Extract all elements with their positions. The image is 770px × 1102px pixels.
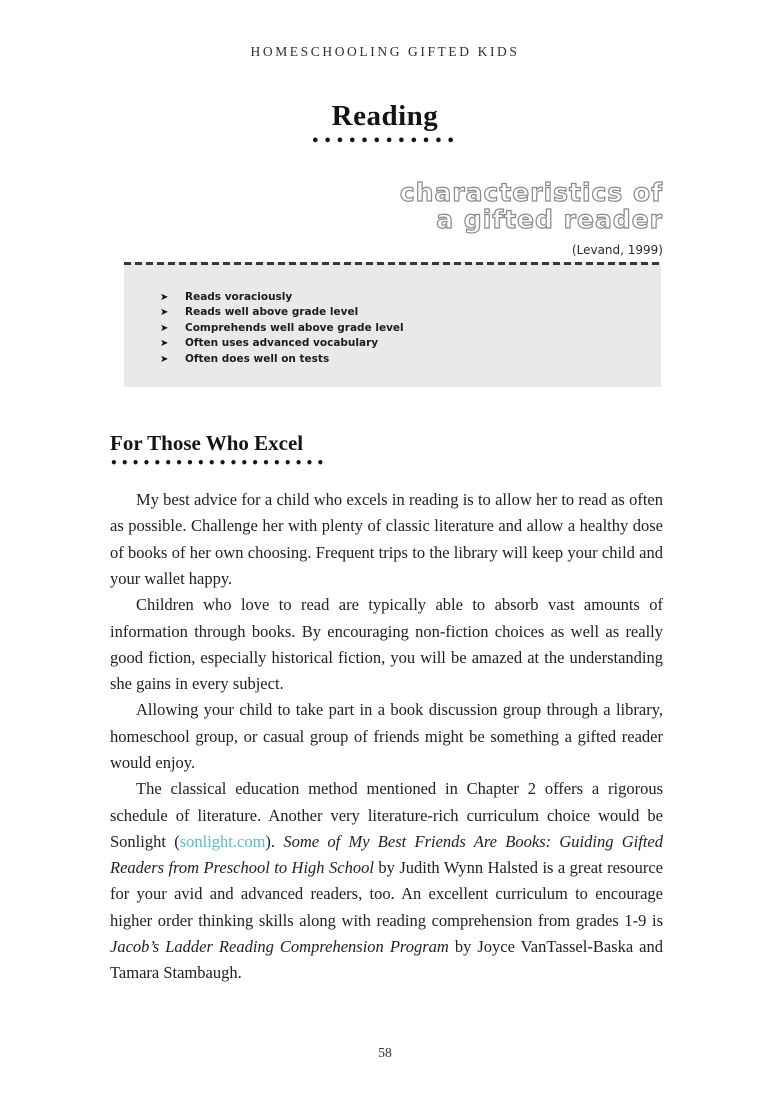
text-segment: by Joyce VanTassel-Baska and Tamara Stambaugh. — [110, 937, 663, 983]
text-column — [110, 179, 663, 987]
characteristics-heading-line1: characteristics of — [399, 178, 663, 207]
paragraph — [110, 697, 663, 776]
sonlight-link[interactable]: sonlight.com — [179, 831, 266, 851]
arrow-bullet-icon: ➤ — [160, 338, 169, 350]
text-segment: ). — [265, 831, 284, 851]
citation: (Levand, 1999) — [571, 243, 663, 257]
list-item — [160, 336, 651, 351]
body-text — [110, 487, 663, 987]
book-title-italic: Jacob’s Ladder Reading Comprehension Program — [110, 937, 449, 957]
list-item — [160, 352, 651, 367]
characteristics-list — [124, 265, 661, 387]
arrow-bullet-icon: ➤ — [160, 307, 169, 319]
book-title-italic: Some of My Best Friends Are Books: Guiding Gifted Readers from Preschool to High School — [110, 831, 663, 878]
paragraph — [110, 487, 663, 592]
characteristic-item-label: Reads voraciously — [185, 291, 293, 303]
text-segment: My best advice for a child who excels in reading is to allow her to read as often as possible. Challenge her with plenty of classic literature and allow a healthy dose of books of her own choosing. Frequent trips to the library will keep your child and your wallet happy. — [110, 490, 663, 588]
arrow-bullet-icon: ➤ — [160, 322, 169, 334]
characteristics-heading — [110, 179, 663, 233]
characteristic-item-label: Comprehends well above grade level — [185, 321, 404, 334]
paragraph — [110, 592, 663, 697]
list-item — [160, 321, 651, 336]
text-segment: The classical education method mentioned in Chapter 2 offers a rigorous schedule of literature. Another very literature-rich curriculum choice would be Sonlight ( — [110, 779, 663, 851]
arrow-bullet-icon: ➤ — [160, 353, 169, 365]
section-heading: For Those Who Excel — [110, 431, 304, 456]
text-segment: Children who love to read are typically able to absorb vast amounts of information through books. By encouraging non-fiction choices as well as really good fiction, especially historical fiction, you will be amazed at the understanding she gains in every subject. — [110, 595, 663, 694]
running-header: HOMESCHOOLING GIFTED KIDS — [250, 44, 520, 59]
title-dots-divider: •••••••••••• — [311, 134, 459, 149]
characteristic-item-label: Reads well above grade level — [185, 306, 359, 319]
paragraph — [110, 776, 663, 986]
list-item — [160, 290, 651, 305]
section-heading-dots: •••••••••••••••••••• — [110, 456, 328, 471]
text-segment: by Judith Wynn Halsted is a great resource for your avid and advanced readers, too. An excellent curriculum to encourage higher order thinking skills along with reading comprehension from grades 1-9 is — [110, 858, 663, 930]
arrow-bullet-icon: ➤ — [160, 292, 169, 303]
characteristic-item-label: Often uses advanced vocabulary — [185, 337, 379, 350]
list-item — [160, 305, 651, 320]
chapter-title: Reading — [331, 100, 439, 132]
text-segment: Allowing your child to take part in a book discussion group through a library, homeschool group, or casual group of friends might be something a gifted reader would enjoy. — [110, 700, 663, 772]
characteristic-item-label: Often does well on tests — [185, 352, 330, 365]
characteristics-box — [124, 262, 661, 387]
characteristics-heading-line2: a gifted reader — [436, 205, 663, 234]
page-number: 58 — [378, 1045, 392, 1060]
